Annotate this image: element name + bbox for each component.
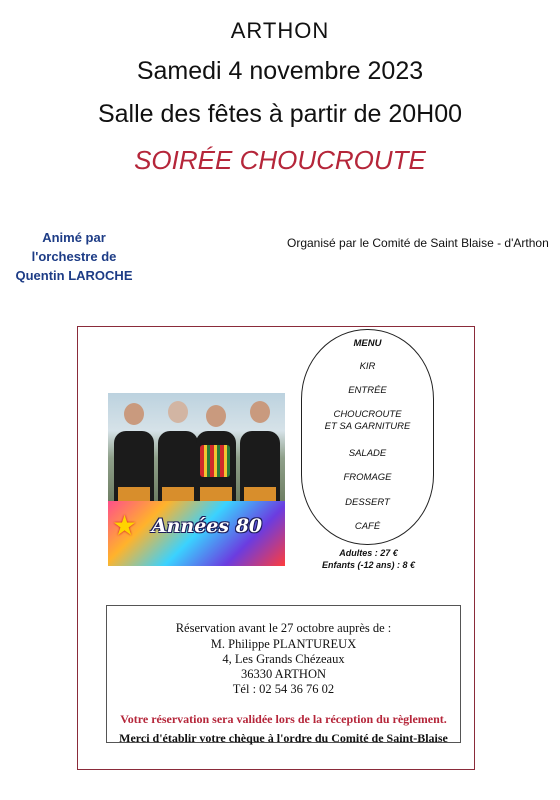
menu-item: CHOUCROUTE [333, 409, 402, 420]
menu-item: SALADE [348, 448, 387, 459]
organiser-credit: Organisé par le Comité de Saint Blaise - d'Arthon [287, 236, 549, 250]
star-icon: ★ [112, 510, 138, 541]
reservation-name: M. Philippe PLANTUREUX [210, 637, 357, 651]
musician-4 [238, 401, 282, 501]
menu-item: ET SA GARNITURE [324, 421, 411, 432]
event-venue: Salle des fêtes à partir de 20H00 [97, 100, 463, 128]
reservation-city: 36330 ARTHON [240, 667, 327, 681]
event-date: Samedi 4 novembre 2023 [136, 57, 424, 85]
musician-1 [112, 401, 156, 501]
band-photo [108, 393, 285, 501]
animation-credit [0, 228, 148, 285]
reservation-street: 4, Les Grands Chézeaux [222, 652, 345, 666]
menu-title: MENU [353, 338, 382, 349]
event-title: SOIRÉE CHOUCROUTE [134, 145, 426, 175]
reservation-phone: Tél : 02 54 36 76 02 [232, 682, 335, 696]
animation-line-2: l'orchestre de [31, 249, 117, 264]
menu-item: ENTRÉE [348, 385, 387, 396]
annees-80-banner [108, 501, 285, 566]
price-children: Enfants (-12 ans) : 8 € [321, 560, 416, 570]
accordion-icon [200, 445, 230, 477]
town-heading: ARTHON [230, 18, 330, 43]
menu-item: KIR [359, 361, 376, 372]
animation-line-3: Quentin LAROCHE [15, 268, 133, 283]
menu-item: FROMAGE [343, 472, 392, 483]
banner-text: Années 80 [151, 515, 263, 537]
price-adults: Adultes : 27 € [339, 548, 398, 558]
menu-item: CAFÉ [354, 521, 381, 532]
animation-line-1: Animé par [42, 230, 106, 245]
menu-item: DESSERT [345, 497, 390, 508]
reservation-notice: Votre réservation sera validée lors de la réception du règlement. [120, 712, 447, 726]
reservation-cheque: Merci d'établir votre chèque à l'ordre du Comité de Saint-Blaise [119, 731, 448, 745]
reservation-intro: Réservation avant le 27 octobre auprès de : [175, 621, 392, 635]
